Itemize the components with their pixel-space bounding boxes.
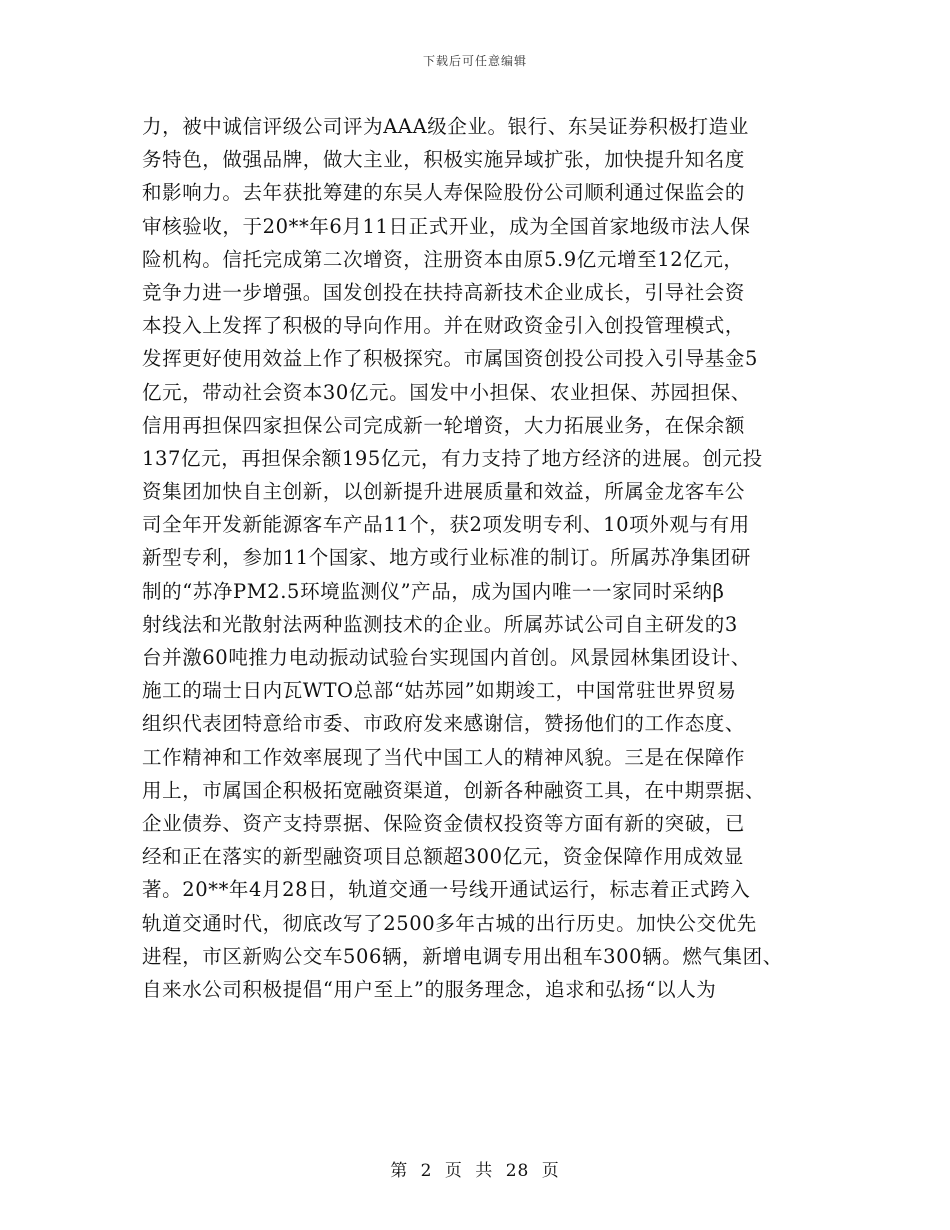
body-text bbox=[142, 110, 822, 1006]
text-line: 新型专利，参加11个国家、地方或行业标准的制订。所属苏净集团研 bbox=[142, 546, 751, 570]
text-line: 竞争力进一步增强。国发创投在扶持高新技术企业成长，引导社会资 bbox=[142, 280, 746, 304]
text-line: 险机构。信托完成第二次增资，注册资本由原5.9亿元增至12亿元， bbox=[142, 247, 744, 271]
page-header: 下载后可任意编辑 bbox=[422, 54, 527, 68]
text-line: 自来水公司积极提倡“用户至上”的服务理念，追求和弘扬“以人为 bbox=[142, 977, 717, 1001]
text-line: 台并激60吨推力电动振动试验台实现国内首创。风景园林集团设计、 bbox=[142, 646, 751, 669]
text-line: 信用再担保四家担保公司完成新一轮增资，大力拓展业务，在保余额 bbox=[142, 413, 746, 437]
text-line: 企业债券、资产支持票据、保险资金债权投资等方面有新的突破，已 bbox=[142, 811, 746, 835]
text-line: 137亿元，再担保余额195亿元，有力支持了地方经济的进展。创元投 bbox=[142, 446, 763, 470]
text-line: 和影响力。去年获批筹建的东吴人寿保险股份公司顺利通过保监会的 bbox=[142, 181, 746, 205]
text-line: 进程，市区新购公交车506辆，新增电调专用出租车300辆。燃气集团、 bbox=[142, 944, 783, 968]
text-line: 轨道交通时代，彻底改写了2500多年古城的出行历史。加快公交优先 bbox=[142, 911, 757, 935]
text-line: 制的“苏净PM2.5环境监测仪”产品，成为国内唯一一家同时采纳β bbox=[142, 579, 725, 603]
text-line: 施工的瑞士日内瓦WTO总部“姑苏园”如期竣工，中国常驻世界贸易 bbox=[142, 679, 737, 703]
text-line: 经和正在落实的新型融资项目总额超300亿元，资金保障作用成效显 bbox=[142, 845, 744, 869]
text-line: 组织代表团特意给市委、市政府发来感谢信，赞扬他们的工作态度、 bbox=[142, 712, 746, 736]
text-line: 射线法和光散射法两种监测技术的企业。所属苏试公司自主研发的3 bbox=[142, 612, 738, 636]
text-line: 力，被中诚信评级公司评为AAA级企业。银行、东吴证券积极打造业 bbox=[142, 115, 749, 138]
text-line: 务特色，做强品牌，做大主业，积极实施异域扩张，加快提升知名度 bbox=[142, 148, 746, 172]
text-line: 工作精神和工作效率展现了当代中国工人的精神风貌。三是在保障作 bbox=[142, 745, 746, 769]
text-line: 司全年开发新能源客车产品11个，获2项发明专利、10项外观与有用 bbox=[142, 513, 750, 537]
text-line: 著。20**年4月28日，轨道交通一号线开通试运行，标志着正式跨入 bbox=[142, 878, 751, 902]
text-line: 本投入上发挥了积极的导向作用。并在财政资金引入创投管理模式， bbox=[142, 314, 746, 338]
text-line: 用上，市属国企积极拓宽融资渠道，创新各种融资工具，在中期票据、 bbox=[142, 778, 766, 802]
text-line: 审核验收，于20**年6月11日正式开业，成为全国首家地级市法人保 bbox=[142, 214, 751, 238]
text-line: 资集团加快自主创新，以创新提升进展质量和效益，所属金龙客车公 bbox=[142, 480, 746, 504]
text-line: 发挥更好使用效益上作了积极探究。市属国资创投公司投入引导基金5 bbox=[142, 347, 759, 371]
page-footer: 第 2 页 共 28 页 bbox=[390, 1161, 560, 1181]
text-line: 亿元，带动社会资本30亿元。国发中小担保、农业担保、苏园担保、 bbox=[142, 380, 751, 404]
